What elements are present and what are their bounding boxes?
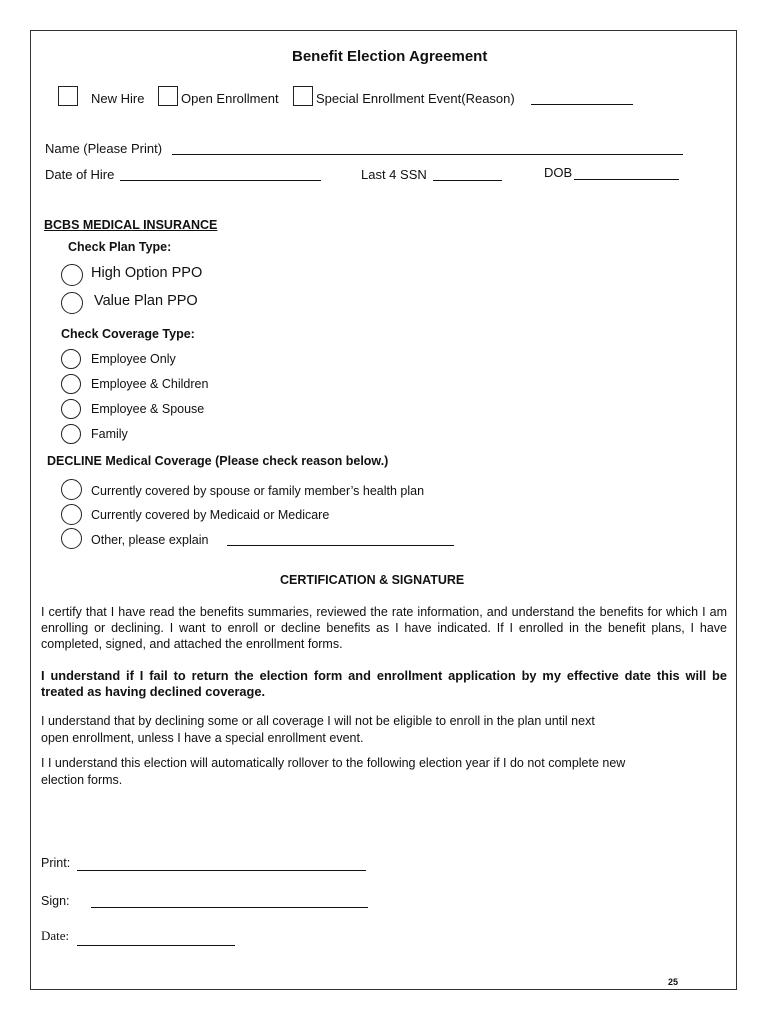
date-of-hire-field[interactable] [120, 180, 321, 181]
employee-only-radio[interactable] [61, 349, 81, 369]
new-hire-label: New Hire [91, 91, 145, 106]
employee-only-label: Employee Only [91, 352, 176, 366]
value-plan-radio[interactable] [61, 292, 83, 314]
special-enrollment-label: Special Enrollment Event(Reason) [316, 91, 515, 106]
open-enrollment-checkbox[interactable] [158, 86, 178, 106]
decline-medicaid-label: Currently covered by Medicaid or Medicare [91, 508, 330, 522]
decline-other-label: Other, please explain [91, 533, 209, 547]
ssn-label: Last 4 SSN [361, 167, 427, 182]
decline-label: DECLINE Medical Coverage (Please check reason below.) [47, 454, 389, 468]
high-option-label: High Option PPO [91, 265, 203, 281]
high-option-radio[interactable] [61, 264, 83, 286]
decline-spouse-label: Currently covered by spouse or family member’s health plan [91, 484, 425, 498]
decline-other-radio[interactable] [61, 528, 82, 549]
name-label: Name (Please Print) [45, 141, 163, 156]
date-field[interactable] [77, 945, 235, 946]
dob-label: DOB [544, 165, 573, 180]
open-enrollment-label: Open Enrollment [181, 91, 279, 106]
ssn-field[interactable] [433, 180, 502, 181]
form-title: Benefit Election Agreement [292, 48, 488, 65]
name-field[interactable] [172, 154, 683, 155]
sign-field[interactable] [91, 907, 368, 908]
family-label: Family [91, 427, 128, 441]
sign-label: Sign: [41, 894, 70, 908]
certification-paragraph-1: I certify that I have read the benefits summaries, reviewed the rate information, and understand the benefits for which I am enrolling or declining. I want to enroll or decline benefits as I have indicated. If I enrolled in the benefit plans, I have completed, signed, and attached the enrollment forms. [41, 605, 727, 651]
print-field[interactable] [77, 870, 366, 871]
decline-spouse-radio[interactable] [61, 479, 82, 500]
decline-other-explain-field[interactable] [227, 545, 454, 546]
value-plan-label: Value Plan PPO [94, 293, 198, 309]
coverage-type-label: Check Coverage Type: [61, 327, 195, 341]
special-enrollment-checkbox[interactable] [293, 86, 313, 106]
certification-paragraph-2: I understand if I fail to return the election form and enrollment application by my effective date this will be treated as having declined coverage. [41, 668, 727, 699]
new-hire-checkbox[interactable] [58, 86, 78, 106]
employee-spouse-radio[interactable] [61, 399, 81, 419]
certification-heading: CERTIFICATION & SIGNATURE [280, 573, 465, 587]
family-radio[interactable] [61, 424, 81, 444]
certification-paragraph-4-line2: election forms. [41, 773, 123, 787]
medical-heading: BCBS MEDICAL INSURANCE [44, 218, 218, 232]
print-label: Print: [41, 856, 71, 870]
decline-medicaid-radio[interactable] [61, 504, 82, 525]
page-number: 25 [668, 977, 679, 987]
employee-children-radio[interactable] [61, 374, 81, 394]
certification-paragraph-4-line1: I I understand this election will automatically rollover to the following election year if I do not complete new [41, 756, 626, 770]
certification-paragraph-3-line2: open enrollment, unless I have a special enrollment event. [41, 731, 364, 745]
employee-spouse-label: Employee & Spouse [91, 402, 205, 416]
plan-type-label: Check Plan Type: [68, 240, 172, 254]
special-reason-field[interactable] [531, 104, 633, 105]
certification-paragraph-3-line1: I understand that by declining some or all coverage I will not be eligible to enroll in the plan until next [41, 714, 595, 728]
date-label: Date: [41, 928, 70, 943]
dob-field[interactable] [574, 179, 679, 180]
employee-children-label: Employee & Children [91, 377, 209, 391]
date-of-hire-label: Date of Hire [45, 167, 115, 182]
